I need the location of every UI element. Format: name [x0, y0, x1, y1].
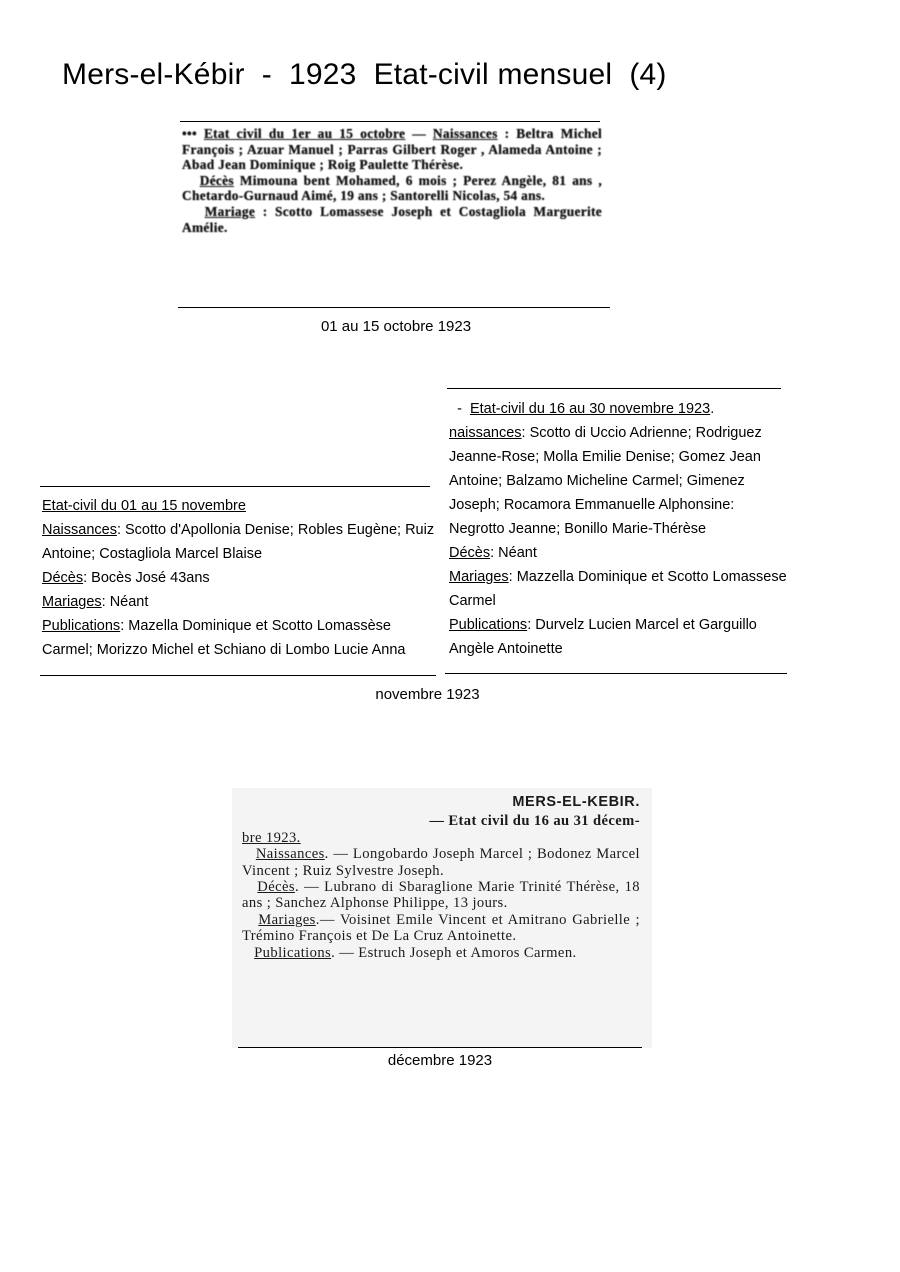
nov2-publications-label: Publications [449, 617, 528, 633]
clip-decembre-publications-text: . — Estruch Joseph et Amoros Carmen. [331, 944, 577, 961]
nov1-mariages-text: : Néant [101, 594, 149, 610]
nov2-mariages-label: Mariages [449, 569, 509, 585]
nov2-lead: - [457, 401, 462, 417]
clip-octobre-heading: Etat civil du 1er au 15 octobre [203, 126, 406, 141]
clip-decembre-text [242, 794, 640, 961]
caption-octobre: 01 au 15 octobre 1923 [320, 318, 472, 335]
nov1-deces-label: Décès [42, 570, 84, 586]
nov2-mariages-text: : Mazzella Dominique et Scotto Lomassese Carmel [449, 569, 787, 609]
clip-decembre-scan [232, 788, 652, 1048]
clip-decembre-naissances-text: . — Longobardo Joseph Marcel ; Bodonez Marcel Vincent ; Ruiz Sylvestre Joseph. [242, 846, 640, 879]
nov1-naissances-label: Naissances [42, 522, 117, 538]
clip-octobre-text [182, 126, 602, 235]
nov1-deces-text: : Bocès José 43ans [83, 570, 210, 586]
nov1-publications-text: : Mazella Dominique et Scotto Lomassèse Carmel; Morizzo Michel et Schiano di Lombo Lucie Anna [42, 618, 406, 658]
nov1-heading: Etat-civil du 01 au 15 novembre [42, 498, 246, 514]
clip-decembre-publications-label: Publications [254, 944, 332, 961]
nov1-publications-label: Publications [42, 618, 121, 634]
clip-decembre-bottom-rule [238, 1047, 642, 1048]
clip-octobre-deces-text: Mimouna bent Mohamed, 6 mois ; Perez Angèle, 81 ans , Chetardo-Gurnaud Aimé, 19 ans ; Santorelli Nicolas, 54 ans. [182, 172, 602, 204]
nov2-deces-text: : Néant [490, 545, 537, 561]
nov2-naissances-label: naissances [449, 425, 522, 441]
nov2-bottom-rule [445, 673, 787, 674]
clip-decembre-naissances-label: Naissances [255, 846, 325, 863]
nov2-deces-label: Décès [449, 545, 491, 561]
nov1-mariages-label: Mariages [42, 594, 102, 610]
nov1-naissances-text: : Scotto d'Apollonia Denise; Robles Eugène; Ruiz Antoine; Costagliola Marcel Blaise [42, 522, 435, 562]
clip-decembre-deces-label: Décès [257, 879, 295, 896]
clip-octobre-naissances-label: Naissances [432, 126, 498, 141]
clip-decembre-paper-name: MERS-EL-KEBIR. [512, 794, 640, 810]
nov2-top-rule [447, 388, 781, 389]
caption-decembre: décembre 1923 [387, 1052, 493, 1069]
clip-decembre-mariages-text: .— Voisinet Emile Vincent et Amitrano Gabrielle ; Trémino François et De La Cruz Antoinette. [242, 911, 640, 945]
clip-octobre-dash: — [412, 126, 426, 141]
nov1-bottom-rule [40, 675, 436, 676]
page-title: Mers-el-Kébir - 1923 Etat-civil mensuel (4) [62, 58, 667, 91]
caption-novembre: novembre 1923 [375, 686, 480, 703]
typed-nov2-block [449, 397, 791, 661]
nov2-publications-text: : Durvelz Lucien Marcel et Garguillo Angèle Antoinette [449, 617, 757, 657]
clip-octobre-top-rule [180, 121, 600, 122]
clip-octobre-naissances-text: : Beltra Michel François ; Azuar Manuel ; Parras Gilbert Roger , Alameda Antoine ; Abad Jean Dominique ; Roig Paulette Thérèse. [182, 126, 602, 173]
clip-decembre-deces-text: . — Lubrano di Sbaraglione Marie Trinité Thérèse, 18 ans ; Sanchez Alphonse Philippe, 13 jours. [242, 879, 640, 912]
clip-octobre-scan [182, 126, 602, 304]
clip-octobre-mariage-label: Mariage [204, 203, 256, 219]
clip-decembre-heading-line: — Etat civil du 16 au 31 décem- [429, 813, 640, 830]
clip-octobre-bottom-rule [178, 307, 610, 308]
clip-octobre-deces-label: Décès [199, 172, 234, 188]
clip-decembre-mariages-label: Mariages [258, 911, 316, 928]
nov2-heading: Etat-civil du 16 au 30 novembre 1923 [469, 401, 711, 417]
nov2-naissances-text: : Scotto di Uccio Adrienne; Rodriguez Jeanne-Rose; Molla Emilie Denise; Gomez Jean Antoine; Balzamo Micheline Carmel; Gimenez Joseph; Rocamora Emmanuelle Alphonsine: Negrotto Jeanne; Bonillo Marie-Thérèse [449, 425, 762, 537]
typed-nov1-block [42, 494, 437, 662]
nov2-heading-end: . [710, 401, 715, 417]
nov1-top-rule [40, 486, 430, 487]
clip-decembre-heading-end: bre 1923. [242, 829, 301, 846]
clip-octobre-mariage-text: : Scotto Lomassese Joseph et Costagliola Marguerite Amélie. [182, 203, 602, 235]
clip-octobre-mark: ••• [182, 126, 197, 141]
